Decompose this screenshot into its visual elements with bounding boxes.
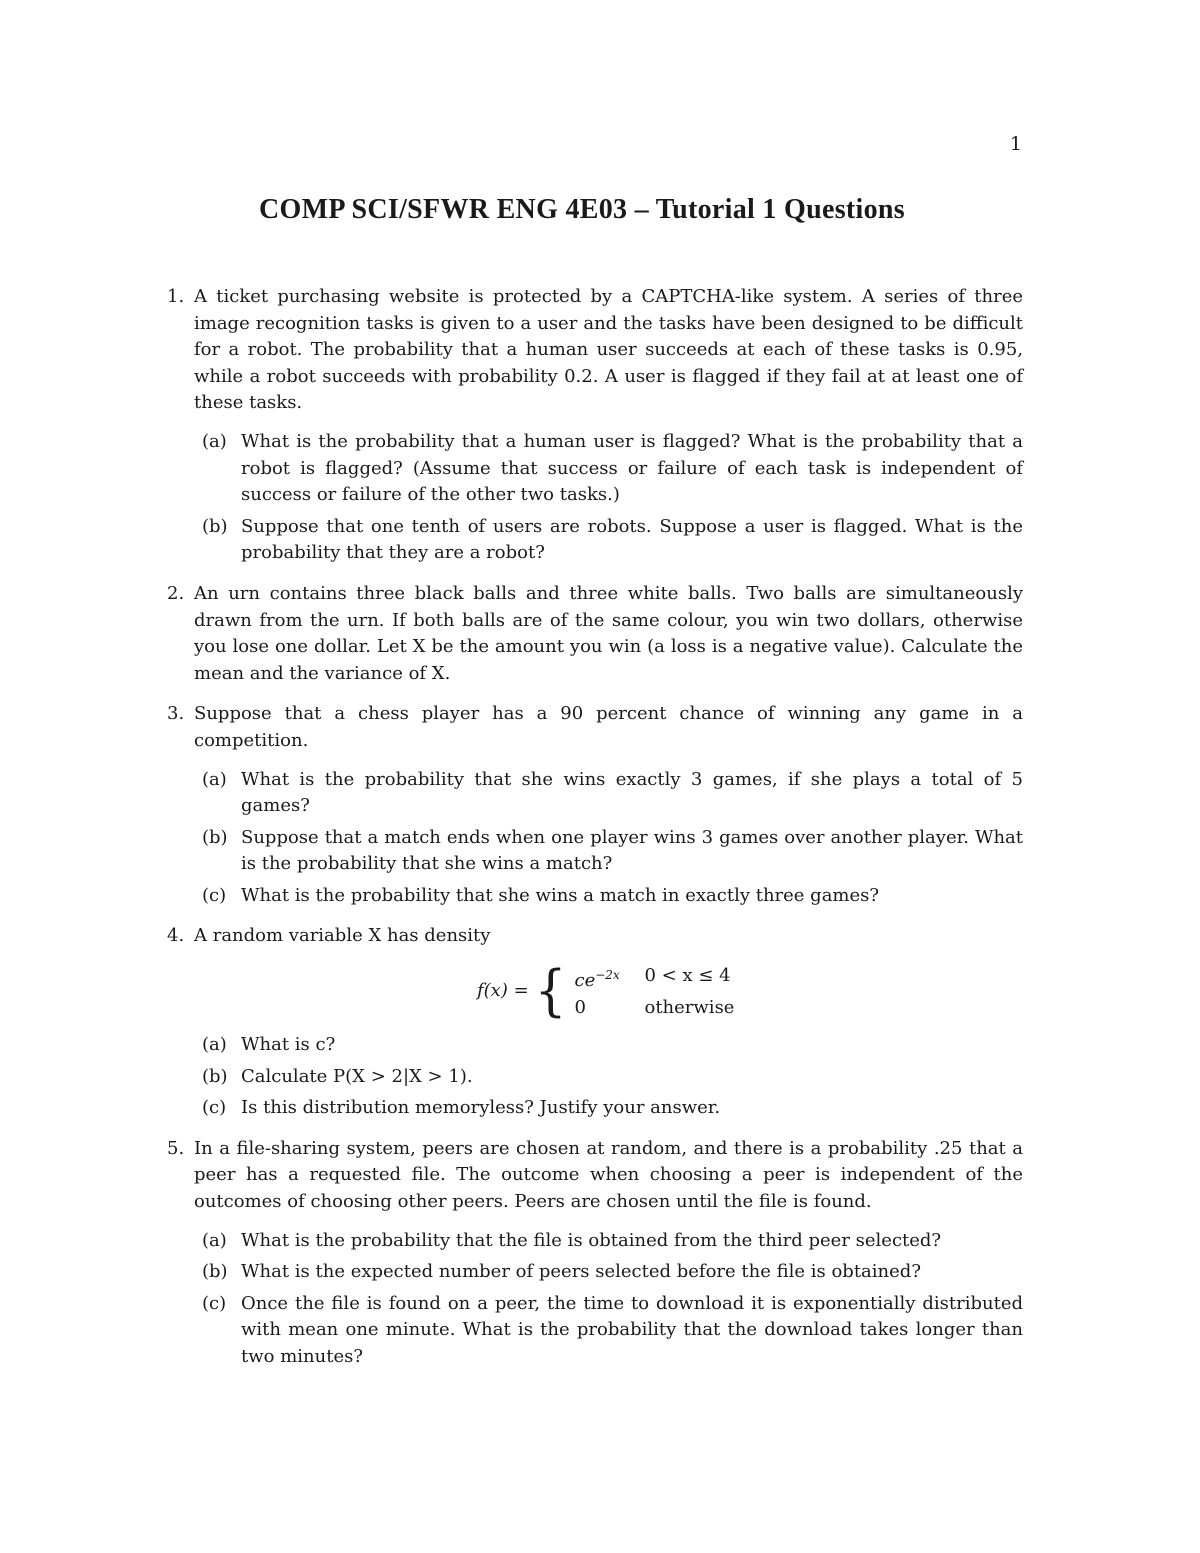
question-part: [194, 1259, 1023, 1286]
part-text: Suppose that one tenth of users are robots. Suppose a user is flagged. What is the probability that they are a robot?: [241, 515, 1023, 564]
question-parts: [194, 429, 1023, 567]
part-label: (c): [202, 1097, 227, 1119]
page-number: 1: [1009, 133, 1022, 155]
formula-lhs: f(x) =: [477, 979, 529, 1001]
question-part: [194, 1032, 1023, 1059]
question-text: A ticket purchasing website is protected by a CAPTCHA-like system. A series of three image recognition tasks is given to a user and the tasks have been designed to be difficult for a robot. The probability that a human user succeeds at each of these tasks is 0.95, while a robot succeeds with probability 0.2. A user is flagged if they fail at at least one of these tasks.: [194, 286, 1023, 414]
question-list: [163, 284, 1023, 1385]
question-part: [194, 1228, 1023, 1255]
question-part: [194, 767, 1023, 820]
question-number: 5.: [167, 1137, 185, 1159]
part-text: What is the expected number of peers selected before the file is obtained?: [241, 1261, 921, 1283]
case-1-condition: 0 < x ≤ 4: [644, 964, 731, 986]
question-3: [163, 701, 1023, 909]
question-number: 4.: [167, 925, 185, 947]
question-part: [194, 429, 1023, 509]
case-2-condition: otherwise: [644, 996, 735, 1018]
part-label: (a): [202, 430, 227, 452]
part-label: (c): [202, 1292, 227, 1314]
question-4: [163, 923, 1023, 1121]
question-text: An urn contains three black balls and three white balls. Two balls are simultaneously drawn from the urn. If both balls are of the same colour, you win two dollars, otherwise you lose one dollar. Let X be the amount you win (a loss is a negative value). Calculate the mean and the variance of X.: [194, 582, 1023, 684]
question-parts: [194, 767, 1023, 910]
density-formula: [194, 959, 1023, 1023]
part-label: (b): [202, 1261, 228, 1283]
part-text: What is c?: [241, 1034, 336, 1056]
question-part: [194, 1291, 1023, 1371]
part-text: Suppose that a match ends when one player wins 3 games over another player. What is the probability that she wins a match?: [241, 826, 1023, 875]
question-number: 2.: [167, 582, 185, 604]
question-text: A random variable X has density: [194, 925, 491, 947]
part-text: Once the file is found on a peer, the time to download it is exponentially distributed with mean one minute. What is the probability that the download takes longer than two minutes?: [241, 1292, 1023, 1367]
part-label: (a): [202, 1229, 227, 1251]
part-label: (b): [202, 515, 228, 537]
case-1-expression: $ce^{-2x}$: [574, 967, 620, 991]
question-parts: [194, 1032, 1023, 1122]
part-text: What is the probability that a human user is flagged? What is the probability that a robot is flagged? (Assume that success or failure of each task is independent of success or failure of the other two tasks.): [241, 430, 1023, 506]
question-number: 3.: [167, 703, 185, 725]
question-2: [163, 581, 1023, 687]
question-text: In a file-sharing system, peers are chosen at random, and there is a probability .25 that a peer has a requested file. The outcome when choosing a peer is independent of the outcomes of choosing other peers. Peers are chosen until the file is found.: [194, 1137, 1023, 1213]
case-2-expression: 0: [574, 996, 586, 1018]
part-text: What is the probability that the file is obtained from the third peer selected?: [241, 1229, 942, 1251]
part-label: (c): [202, 884, 227, 906]
question-number: 1.: [167, 286, 185, 307]
question-parts: [194, 1228, 1023, 1371]
question-part: [194, 1064, 1023, 1091]
part-label: (a): [202, 1034, 227, 1056]
part-text: Calculate P(X > 2|X > 1).: [241, 1065, 473, 1087]
formula-cases: [574, 962, 754, 1021]
part-label: (a): [202, 768, 227, 790]
question-part: [194, 1095, 1023, 1122]
question-text: Suppose that a chess player has a 90 percent chance of winning any game in a competition.: [194, 703, 1023, 751]
question-5: [163, 1136, 1023, 1371]
part-label: (b): [202, 1065, 228, 1087]
question-part: [194, 883, 1023, 910]
part-label: (b): [202, 826, 228, 848]
part-text: Is this distribution memoryless? Justify your answer.: [241, 1097, 721, 1119]
question-part: [194, 825, 1023, 878]
part-text: What is the probability that she wins a match in exactly three games?: [241, 884, 880, 906]
page-title: COMP SCI/SFWR ENG 4E03 – Tutorial 1 Questions: [259, 194, 905, 225]
part-text: What is the probability that she wins exactly 3 games, if she plays a total of 5 games?: [241, 768, 1023, 817]
question-part: [194, 514, 1023, 567]
question-1: [163, 284, 1023, 567]
left-brace: {: [534, 959, 567, 1023]
